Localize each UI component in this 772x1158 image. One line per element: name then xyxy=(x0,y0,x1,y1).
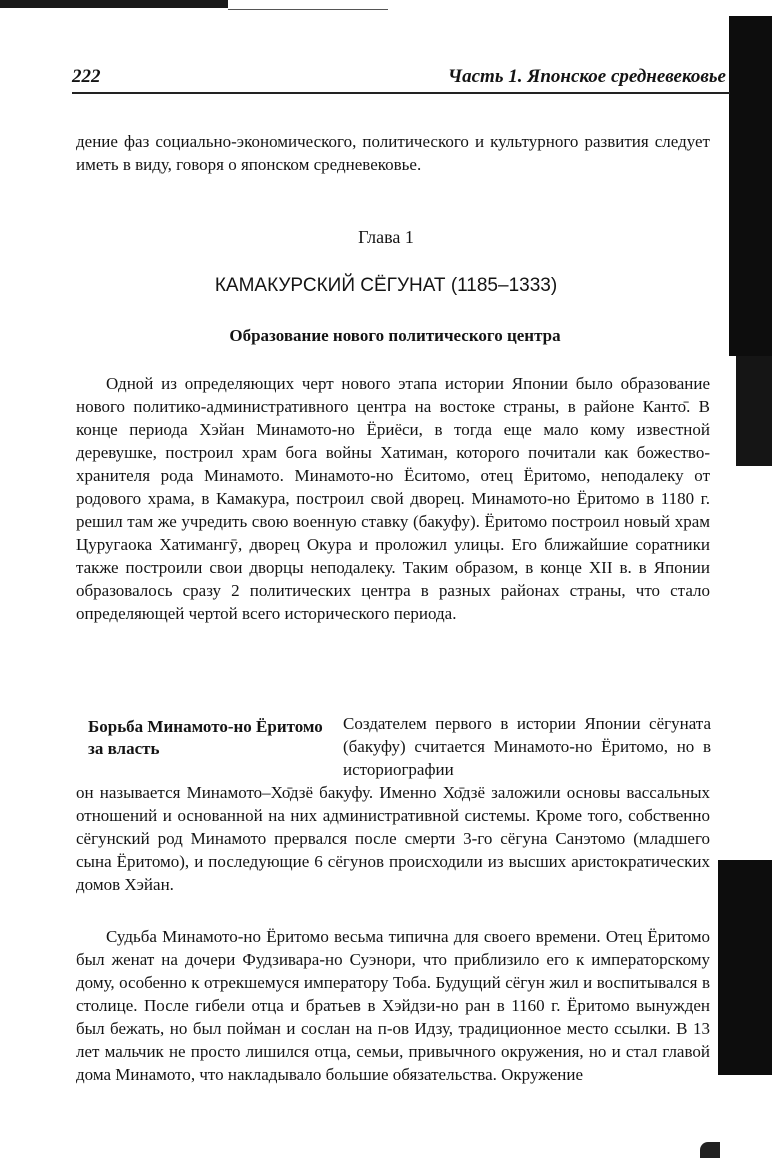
chapter-label: Глава 1 xyxy=(358,227,414,247)
scan-edge-shadow-right-upper xyxy=(729,16,772,356)
running-head-title: Часть 1. Японское средневековье xyxy=(447,66,726,87)
running-head xyxy=(72,60,730,94)
page-number: 222 xyxy=(72,66,101,87)
side-text-block xyxy=(343,712,711,781)
scan-corner-mark xyxy=(700,1142,720,1158)
paragraph-3: Судьба Минамото-но Ёритомо весьма типична для своего времени. Отец Ёритомо был женат на дочери Фудзивара-но Суэнори, что приблизило его к императорскому дому, особенно к отрекшемуся императору Тоба. Будущий сёгун жил и воспитывался в столице. После гибели отца и братьев в Хэйдзи-но ран в 1160 г. Ёритомо вынужден был бежать, но был пойман и сослан на п-ов Идзу, традиционное место ссылки. В 13 лет мальчик не просто лишился отца, семьи, привычного окружения, но и стал главой дома Минамото, что накладывало большие обязательства. Окружение xyxy=(76,927,710,1084)
scan-edge-line-top xyxy=(228,9,388,10)
body-block-1 xyxy=(76,372,710,625)
section-title: Образование нового политического центра xyxy=(229,326,561,345)
intro-paragraph: дение фаз социально-экономического, политического и культурного развития следует иметь в виду, говоря о японском средневековье. xyxy=(76,132,710,174)
paragraph-2-continuation: он называется Минамото–Хо̄дзё бакуфу. Именно Хо̄дзё заложили основы вассальных отношений и основанной на них административной системы. Кроме того, собственно сёгунский род Минамото прервался после смерти 3-го сёгуна Санэтомо (младшего сына Ёритомо), и последующие 6 сёгунов происходили из высших аристократических домов Хэйан. xyxy=(76,783,710,894)
scan-edge-shadow-top xyxy=(0,0,228,8)
paragraph-1: Одной из определяющих черт нового этапа истории Японии было образование нового политико-административного центра на востоке страны, в районе Канто̄. В конце периода Хэйан Минамото-но Ёриёси, в тогда еще мало кому известной деревушке, построил храм бога войны Хатиман, которого почитали как божество-хранителя рода Минамото. Минамото-но Ёситомо, отец Ёритомо, неподалеку от родового храма, в Камакура, построил свой дворец. Минамото-но Ёритомо в 1180 г. решил там же учредить свою военную ставку (бакуфу). Ёритомо построил новый храм Цуругаока Хатимангӯ, дворец Окура и проложил улицы. Его ближайшие соратники также построили свои дворцы неподалеку. Таким образом, в конце XII в. в Японии образовалось сразу 2 политических центра в разных районах страны, что стало определяющей чертой всего исторического периода. xyxy=(76,374,710,623)
side-paragraph: Создателем первого в истории Японии сёгуната (бакуфу) считается Минамото-но Ёритомо, но в историографии xyxy=(343,714,711,779)
side-heading: Борьба Минамото-но Ёритомо за власть xyxy=(88,717,323,758)
intro-block xyxy=(76,130,710,176)
body-block-3 xyxy=(76,925,710,1086)
body-block-2 xyxy=(76,781,710,896)
chapter-title: КАМАКУРСКИЙ СЁГУНАТ (1185–1333) xyxy=(214,275,558,296)
scan-edge-shadow-right-lower xyxy=(718,860,772,1075)
scan-edge-shadow-right-upper-tail xyxy=(736,356,772,466)
